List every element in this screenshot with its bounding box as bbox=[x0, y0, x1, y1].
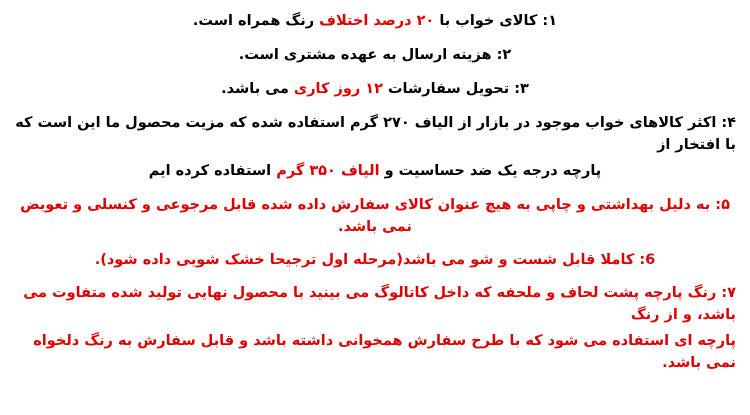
terms-line-3-text bbox=[221, 81, 529, 97]
terms-text-segment: ۳: تحویل سفارشات bbox=[382, 81, 529, 98]
terms-text-segment: می باشد. bbox=[221, 81, 294, 98]
terms-text-segment: رنگ همراه است. bbox=[192, 13, 320, 29]
terms-line-4-part-2-text bbox=[149, 163, 601, 179]
terms-line-4-part-1 bbox=[14, 112, 736, 156]
terms-line-1 bbox=[14, 10, 736, 32]
terms-list bbox=[14, 10, 736, 378]
terms-text-segment: ۲۰ درصد اختلاف bbox=[319, 13, 435, 29]
terms-line-7-part-2-text: پارچه ای استفاده می شود که با طرح سفارش همخوانی داشته باشد و قابل سفارش به رنگ دلخواه نمی باشد. bbox=[33, 333, 736, 372]
terms-line-7-part-1-text: ۷: رنگ پارچه پشت لحاف و ملحفه که داخل کاتالوگ می بینید با محصول نهایی تولید شده متفاوت می باشد، و از رنگ bbox=[23, 285, 736, 324]
terms-line-7-part-2 bbox=[14, 330, 736, 374]
terms-line-2-text: ۲: هزینه ارسال به عهده مشتری است. bbox=[238, 47, 512, 64]
terms-text-segment: ۱۲ روز کاری bbox=[293, 81, 383, 98]
terms-line-3 bbox=[14, 78, 736, 100]
terms-line-5 bbox=[14, 194, 736, 238]
terms-text-segment: الیاف ۳۵۰ گرم bbox=[276, 163, 380, 180]
terms-line-4-part-2 bbox=[14, 160, 736, 182]
terms-text-segment: پارچه درجه یک ضد حساسیت و bbox=[379, 163, 602, 180]
terms-line-2 bbox=[14, 44, 736, 66]
terms-line-6-text: 6: کاملا قابل شست و شو می باشد(مرحله اول ترجیحا خشک شویی داده شود). bbox=[94, 252, 656, 269]
terms-text-segment: استفاده کرده ایم bbox=[148, 163, 277, 180]
terms-line-5-text: ۵: به دلیل بهداشتی و چاپی به هیچ عنوان کالای سفارش داده شده قابل مرجوعی و کنسلی و تعویض نمی باشد. bbox=[20, 197, 730, 236]
terms-line-1-text bbox=[193, 13, 557, 29]
terms-line-6 bbox=[14, 249, 736, 271]
terms-line-4-part-1-text: ۴: اکثر کالاهای خواب موجود در بازار از الیاف ۲۷۰ گرم استفاده شده که مزیت محصول ما این است که با افتخار از bbox=[15, 115, 736, 154]
terms-line-7-part-1 bbox=[14, 282, 736, 326]
terms-text-segment: ۱: کالای خواب با bbox=[434, 13, 558, 29]
